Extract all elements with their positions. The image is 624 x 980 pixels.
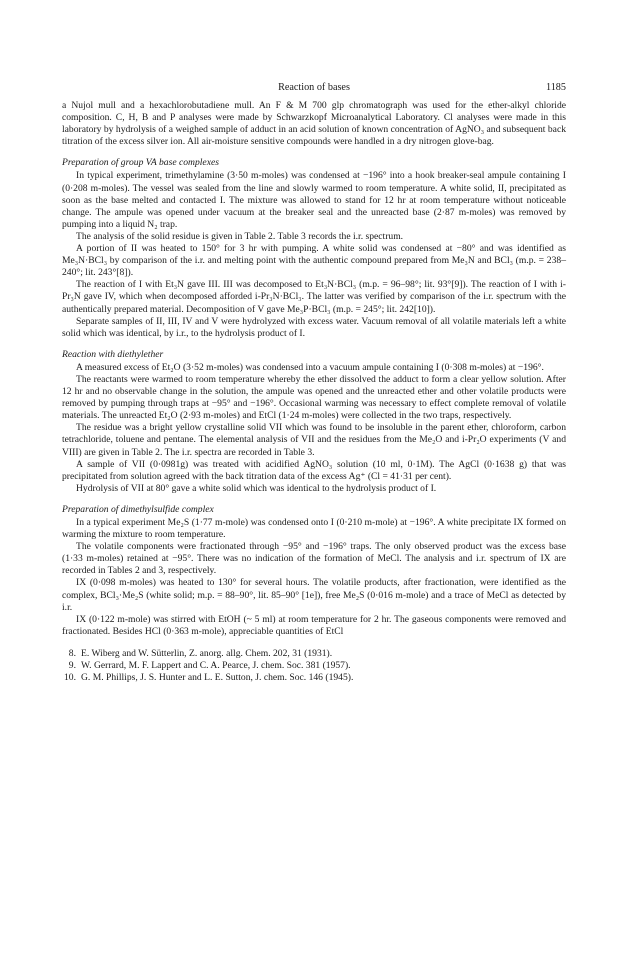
intro-paragraph: a Nujol mull and a hexachlorobutadiene mull. An F & M 700 glp chromatograph was used for the ether-alkyl chloride composition. C, H, B and P analyses were made by Schwarzkopf Microanalytical Laboratory. Cl analyses were made in this laboratory by hydrolysis of a weighed sample of adduct in an acid solution of known concentration of AgNO₃ and subsequent back titration of the excess silver ion. All air-moisture sensitive compounds were handled in a dry nitrogen glove-bag.: [62, 100, 566, 148]
paragraph: A measured excess of Et₂O (3·52 m-moles) was condensed into a vacuum ampule containing I (0·308 m-moles) at −196°.: [76, 361, 544, 373]
running-header: [62, 82, 566, 96]
references: [62, 648, 566, 684]
paragraph: Hydrolysis of VII at 80° gave a white solid which was identical to the hydrolysis product of I.: [76, 482, 437, 494]
reference-item: [62, 660, 566, 672]
reference-text: E. Wiberg and W. Sütterlin, Z. anorg. allg. Chem. 202, 31 (1931).: [81, 647, 333, 659]
reference-number: 9.: [68, 660, 76, 672]
section-heading: Preparation of dimethylsulfide complex: [62, 503, 214, 515]
paragraph: IX (0·098 m-moles) was heated to 130° for several hours. The volatile products, after fractionation, were identified as the complex, BCl₃·Me₂S (white solid; m.p. = 88–90°, lit. 85–90° [1e]), free Me₂S (0·016 m-mole) and a trace of MeCl as detected by i.r.: [62, 577, 566, 613]
reference-text: G. M. Phillips, J. S. Hunter and L. E. Sutton, J. chem. Soc. 146 (1945).: [81, 672, 354, 684]
paragraph: In a typical experiment Me₂S (1·77 m-mole) was condensed onto I (0·210 m-mole) at −196°. A white precipitate IX formed on warming the mixture to room temperature.: [62, 517, 566, 541]
paragraph: The volatile components were fractionated through −95° and −196° traps. The only observed product was the excess base (1·33 m-moles) retained at −95°. There was no indication of the formation of MeCl. The analysis and i.r. spectrum of IX are recorded in Tables 2 and 3, respectively.: [62, 541, 566, 577]
paragraph: IX (0·122 m-mole) was stirred with EtOH (~ 5 ml) at room temperature for 2 hr. The gaseous components were removed and fractionated. Besides HCl (0·363 m-mole), appreciable quantities of EtCl: [62, 613, 566, 637]
paragraph: Separate samples of II, III, IV and V were hydrolyzed with excess water. Vacuum removal of all volatile materials left a white solid which was identical, by i.r., to the hydrolysis product of I.: [62, 315, 566, 339]
section-group-va: [62, 157, 566, 339]
paragraph: A portion of II was heated to 150° for 3 hr with pumping. A white solid was condensed at −80° and was identified as Me₃N·BCl₃ by comparison of the i.r. and melting point with the authentic compound prepared from Me₃N and BCl₃ (m.p. = 238–240°; lit. 243°[8]).: [62, 243, 566, 279]
paragraph: The reactants were warmed to room temperature whereby the ether dissolved the adduct to form a clear yellow solution. After 12 hr and no observable change in the solution, the ampule was opened and the unreacted ether and other volatile products were removed by pumping through traps at −95° and −196°. Occasional warming was necessary to effect complete removal of volatile materials. The unreacted Et₂O (2·93 m-moles) and EtCl (1·24 m-moles) were collected in the two traps, respectively.: [62, 373, 566, 422]
reference-item: [62, 672, 566, 684]
section-dimethylsulfide: [62, 504, 566, 638]
reference-number: 8.: [68, 647, 76, 659]
paragraph: In typical experiment, trimethylamine (3·50 m-moles) was condensed at −196° into a hook breaker-seal ampule containing I (0·208 m-moles). The vessel was sealed from the line and slowly warmed to room temperature. A white solid, II, precipitated as soon as the base melted and contacted I. The mixture was allowed to stand for 12 hr at room temperature without noticeable change. The ampule was opened under vacuum at the breaker seal and the unreacted base (2·87 m-moles) was removed by pumping into a liquid N₂ trap.: [62, 170, 566, 230]
reference-number: 10.: [64, 672, 76, 684]
reference-text: W. Gerrard, M. F. Lappert and C. A. Pearce, J. chem. Soc. 381 (1957).: [81, 660, 351, 672]
paragraph: The reaction of I with Et₃N gave III. III was decomposed to Et₃N·BCl₃ (m.p. = 96–98°; lit. 93°[9]). The reaction of I with i-Pr₃N gave IV, which when decomposed afforded i-Pr₃N·BCl₃. The latter was verified by comparison of the i.r. spectrum with the authentically prepared material. Decomposition of V gave Me₃P·BCl₃ (m.p. = 245°; lit. 242[10]).: [62, 279, 566, 315]
running-title: Reaction of bases: [278, 82, 350, 93]
section-heading: Preparation of group VA base complexes: [62, 157, 219, 169]
section-diethylether: [62, 349, 566, 495]
paragraph: The analysis of the solid residue is given in Table 2. Table 3 records the i.r. spectrum.: [76, 230, 404, 242]
page: [62, 0, 566, 684]
paragraph: The residue was a bright yellow crystalline solid VII which was found to be insoluble in the parent ether, chloroform, carbon tetrachloride, toluene and pentane. The elemental analysis of VII and the residues from the Me₂O and i-Pr₂O experiments (V and VIII) are given in Table 2. The i.r. spectra are recorded in Table 3.: [62, 422, 566, 458]
page-number: 1185: [546, 82, 566, 93]
reference-item: [62, 648, 566, 660]
section-heading: Reaction with diethylether: [62, 348, 164, 360]
paragraph: A sample of VII (0·0981g) was treated with acidified AgNO₃ solution (10 ml, 0·1M). The AgCl (0·1638 g) that was precipitated from solution agreed with the back titration data of the excess Ag⁺ (Cl = 41·31 per cent).: [62, 458, 566, 482]
